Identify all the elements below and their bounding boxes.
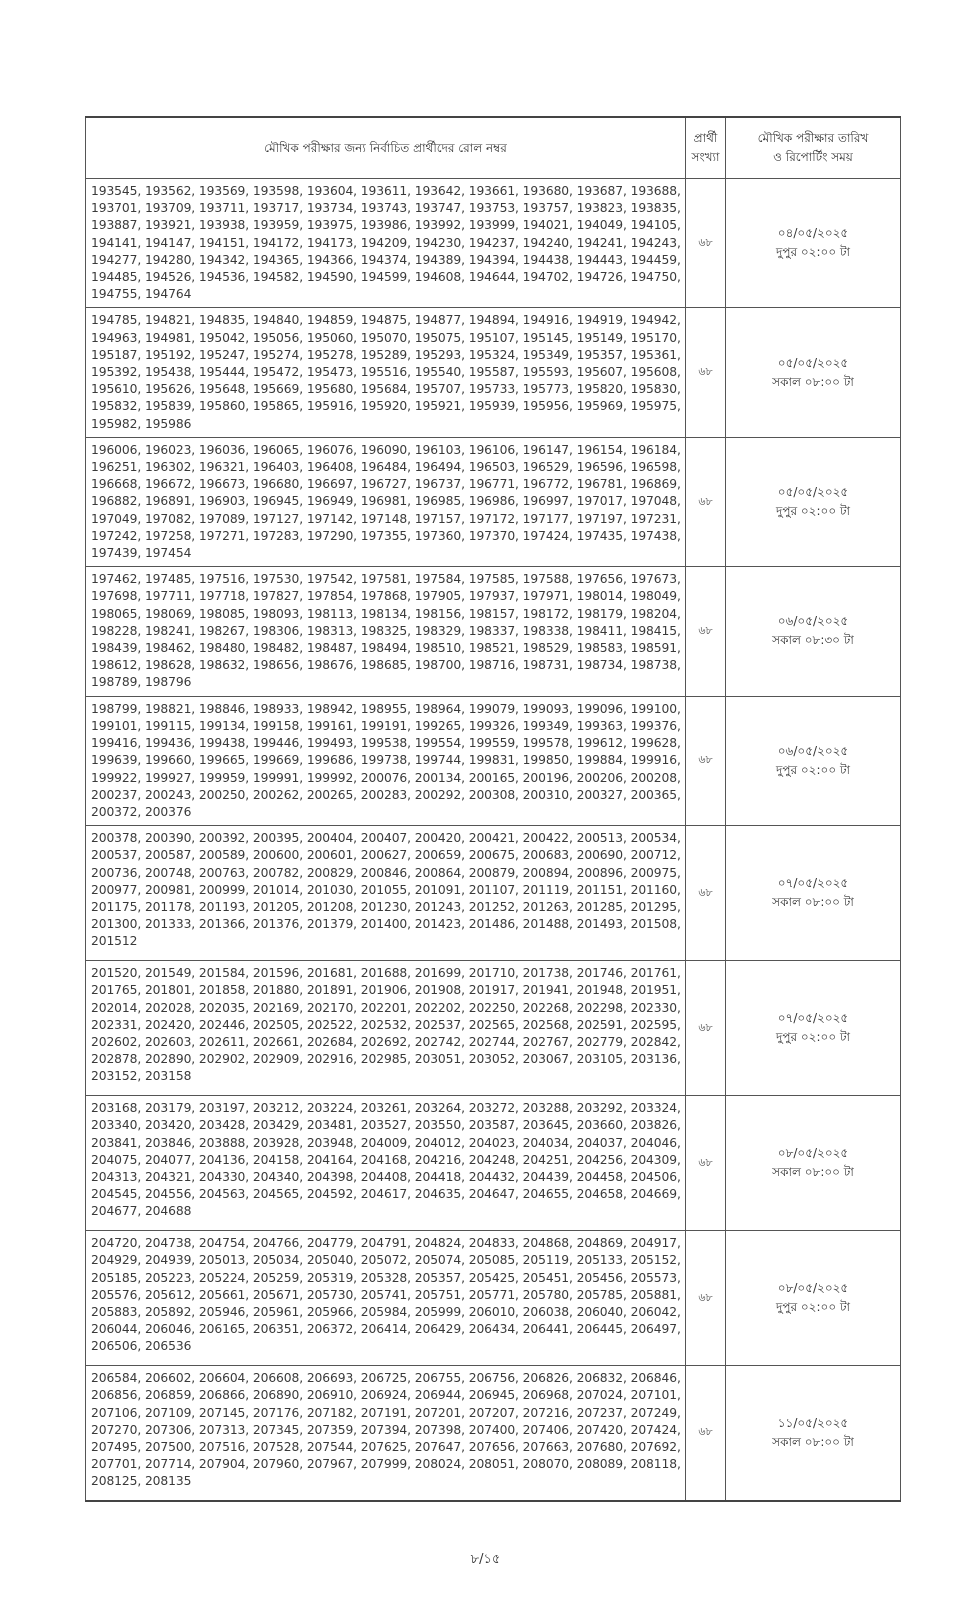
table-row [86,179,901,308]
viva-date: ০৭/০৫/২০২৫ [777,876,849,891]
candidate-count: ৬৮ [686,961,726,1096]
roll-numbers: 200378, 200390, 200392, 200395, 200404, 200407, 200420, 200421, 200422, 200513, 200534, 200537, 200587, 200589, 200600, 200601, 200627, 200659, 200675, 200683, 200690, 200712, 200736, 200748, 200763, 200782, 200829, 200846, 200864, 200879, 200894, 200896, 200975, 200977, 200981, 200999, 201014, 201030, 201055, 201091, 201107, 201119, 201151, 201160, 201175, 201178, 201193, 201205, 201208, 201230, 201243, 201252, 201263, 201285, 201295, 201300, 201333, 201366, 201376, 201379, 201400, 201423, 201486, 201488, 201493, 201508, 201512 [86,826,686,961]
schedule-header-line1: মৌখিক পরীক্ষার তারিখ [757,131,869,145]
candidate-count: ৬৮ [686,179,726,308]
reporting-time: দুপুর ০২:০০ টা [776,1300,850,1315]
table-row [86,1096,901,1231]
viva-schedule [726,1096,901,1231]
schedule-header-line2: ও রিপোর্টিং সময় [773,150,853,164]
table-row [86,696,901,825]
reporting-time: দুপুর ০২:০০ টা [776,245,850,260]
count-header-line1: প্রার্থী [693,131,718,145]
candidate-count: ৬৮ [686,1231,726,1366]
page-number: ৮/১৫ [470,1552,501,1567]
candidate-count: ৬৮ [686,1096,726,1231]
candidate-count: ৬৮ [686,696,726,825]
viva-date: ০৮/০৫/২০২৫ [777,1146,849,1161]
viva-schedule [726,1231,901,1366]
roll-numbers: 194785, 194821, 194835, 194840, 194859, 194875, 194877, 194894, 194916, 194919, 194942, 194963, 194981, 195042, 195056, 195060, 195070, 195075, 195107, 195145, 195149, 195170, 195187, 195192, 195247, 195274, 195278, 195289, 195293, 195324, 195349, 195357, 195361, 195392, 195438, 195444, 195472, 195473, 195516, 195540, 195587, 195593, 195607, 195608, 195610, 195626, 195648, 195669, 195680, 195684, 195707, 195733, 195773, 195820, 195830, 195832, 195839, 195860, 195865, 195916, 195920, 195921, 195939, 195956, 195969, 195975, 195982, 195986 [86,308,686,437]
viva-date: ১১/০৫/২০২৫ [777,1415,849,1430]
candidate-count: ৬৮ [686,1366,726,1501]
table-row [86,1366,901,1501]
roll-numbers: 203168, 203179, 203197, 203212, 203224, 203261, 203264, 203272, 203288, 203292, 203324, 203340, 203420, 203428, 203429, 203481, 203527, 203550, 203587, 203645, 203660, 203826, 203841, 203846, 203888, 203928, 203948, 204009, 204012, 204023, 204034, 204037, 204046, 204075, 204077, 204136, 204158, 204164, 204168, 204216, 204248, 204251, 204256, 204309, 204313, 204321, 204330, 204340, 204398, 204408, 204418, 204432, 204439, 204458, 204506, 204545, 204556, 204563, 204565, 204592, 204617, 204635, 204647, 204655, 204658, 204669, 204677, 204688 [86,1096,686,1231]
count-column-header [686,117,726,179]
viva-schedule [726,308,901,437]
reporting-time: সকাল ০৮:৩০ টা [772,633,854,648]
schedule-column-header [726,117,901,179]
table-row [86,826,901,961]
table-row [86,1231,901,1366]
viva-schedule [726,1366,901,1501]
roll-numbers: 198799, 198821, 198846, 198933, 198942, 198955, 198964, 199079, 199093, 199096, 199100, 199101, 199115, 199134, 199158, 199161, 199191, 199265, 199326, 199349, 199363, 199376, 199416, 199436, 199438, 199446, 199493, 199538, 199554, 199559, 199578, 199612, 199628, 199639, 199660, 199665, 199669, 199686, 199738, 199744, 199831, 199850, 199884, 199916, 199922, 199927, 199959, 199991, 199992, 200076, 200134, 200165, 200196, 200206, 200208, 200237, 200243, 200250, 200262, 200265, 200283, 200292, 200308, 200310, 200327, 200365, 200372, 200376 [86,696,686,825]
viva-schedule [726,961,901,1096]
roll-numbers: 206584, 206602, 206604, 206608, 206693, 206725, 206755, 206756, 206826, 206832, 206846, 206856, 206859, 206866, 206890, 206910, 206924, 206944, 206945, 206968, 207024, 207101, 207106, 207109, 207145, 207176, 207182, 207191, 207201, 207207, 207216, 207237, 207249, 207270, 207306, 207313, 207345, 207359, 207394, 207398, 207400, 207406, 207420, 207424, 207495, 207500, 207516, 207528, 207544, 207625, 207647, 207656, 207663, 207680, 207692, 207701, 207714, 207904, 207960, 207967, 207999, 208024, 208051, 208070, 208089, 208118, 208125, 208135 [86,1366,686,1501]
roll-numbers: 204720, 204738, 204754, 204766, 204779, 204791, 204824, 204833, 204868, 204869, 204917, 204929, 204939, 205013, 205034, 205040, 205072, 205074, 205085, 205119, 205133, 205152, 205185, 205223, 205224, 205259, 205319, 205328, 205357, 205425, 205451, 205456, 205573, 205576, 205612, 205661, 205671, 205730, 205741, 205751, 205771, 205780, 205785, 205881, 205883, 205892, 205946, 205961, 205966, 205984, 205999, 206010, 206038, 206040, 206042, 206044, 206046, 206165, 206351, 206372, 206414, 206429, 206434, 206441, 206445, 206497, 206506, 206536 [86,1231,686,1366]
table-row [86,437,901,566]
candidate-count: ৬৮ [686,437,726,566]
reporting-time: দুপুর ০২:০০ টা [776,1030,850,1045]
viva-schedule [726,179,901,308]
candidate-count: ৬৮ [686,567,726,696]
reporting-time: দুপুর ০২:০০ টা [776,504,850,519]
viva-date: ০৬/০৫/২০২৫ [777,743,849,758]
table-row [86,308,901,437]
viva-schedule [726,826,901,961]
viva-date: ০৬/০৫/২০২৫ [777,614,849,629]
table-row [86,961,901,1096]
viva-date: ০৪/০৫/২০২৫ [777,226,849,241]
viva-date: ০৭/০৫/২০২৫ [777,1011,849,1026]
roll-numbers: 193545, 193562, 193569, 193598, 193604, 193611, 193642, 193661, 193680, 193687, 193688, 193701, 193709, 193711, 193717, 193734, 193743, 193747, 193753, 193757, 193823, 193835, 193887, 193921, 193938, 193959, 193975, 193986, 193992, 193999, 194021, 194049, 194105, 194141, 194147, 194151, 194172, 194173, 194209, 194230, 194237, 194240, 194241, 194243, 194277, 194280, 194342, 194365, 194366, 194374, 194389, 194394, 194438, 194443, 194459, 194485, 194526, 194536, 194582, 194590, 194599, 194608, 194644, 194702, 194726, 194750, 194755, 194764 [86,179,686,308]
rolls-column-header: মৌখিক পরীক্ষার জন্য নির্বাচিত প্রার্থীদের রোল নম্বর [86,117,686,179]
reporting-time: সকাল ০৮:০০ টা [772,374,854,389]
viva-date: ০৫/০৫/২০২৫ [777,485,849,500]
candidate-count: ৬৮ [686,308,726,437]
candidate-count: ৬৮ [686,826,726,961]
reporting-time: সকাল ০৮:০০ টা [772,1434,854,1449]
table-row [86,567,901,696]
viva-schedule [726,567,901,696]
roll-numbers: 197462, 197485, 197516, 197530, 197542, 197581, 197584, 197585, 197588, 197656, 197673, 197698, 197711, 197718, 197827, 197854, 197868, 197905, 197937, 197971, 198014, 198049, 198065, 198069, 198085, 198093, 198113, 198134, 198156, 198157, 198172, 198179, 198204, 198228, 198241, 198267, 198306, 198313, 198325, 198329, 198337, 198338, 198411, 198415, 198439, 198462, 198480, 198482, 198487, 198494, 198510, 198521, 198529, 198583, 198591, 198612, 198628, 198632, 198656, 198676, 198685, 198700, 198716, 198731, 198734, 198738, 198789, 198796 [86,567,686,696]
viva-date: ০৫/০৫/২০২৫ [777,355,849,370]
reporting-time: সকাল ০৮:০০ টা [772,1165,854,1180]
count-header-line2: সংখ্যা [691,150,720,164]
roll-numbers: 201520, 201549, 201584, 201596, 201681, 201688, 201699, 201710, 201738, 201746, 201761, 201765, 201801, 201858, 201880, 201891, 201906, 201908, 201917, 201941, 201948, 201951, 202014, 202028, 202035, 202169, 202170, 202201, 202202, 202250, 202268, 202298, 202330, 202331, 202420, 202446, 202505, 202522, 202532, 202537, 202565, 202568, 202591, 202595, 202602, 202603, 202611, 202661, 202684, 202692, 202742, 202744, 202767, 202779, 202842, 202878, 202890, 202902, 202909, 202916, 202985, 203051, 203052, 203067, 203105, 203136, 203152, 203158 [86,961,686,1096]
viva-schedule [726,437,901,566]
roll-numbers: 196006, 196023, 196036, 196065, 196076, 196090, 196103, 196106, 196147, 196154, 196184, 196251, 196302, 196321, 196403, 196408, 196484, 196494, 196503, 196529, 196596, 196598, 196668, 196672, 196673, 196680, 196697, 196727, 196737, 196771, 196772, 196781, 196869, 196882, 196891, 196903, 196945, 196949, 196981, 196985, 196986, 196997, 197017, 197048, 197049, 197082, 197089, 197127, 197142, 197148, 197157, 197172, 197177, 197197, 197231, 197242, 197258, 197271, 197283, 197290, 197355, 197360, 197370, 197424, 197435, 197438, 197439, 197454 [86,437,686,566]
reporting-time: সকাল ০৮:০০ টা [772,895,854,910]
table-header-row [86,117,901,179]
viva-schedule-table [85,116,901,1502]
viva-schedule [726,696,901,825]
viva-date: ০৮/০৫/২০২৫ [777,1281,849,1296]
reporting-time: দুপুর ০২:০০ টা [776,762,850,777]
